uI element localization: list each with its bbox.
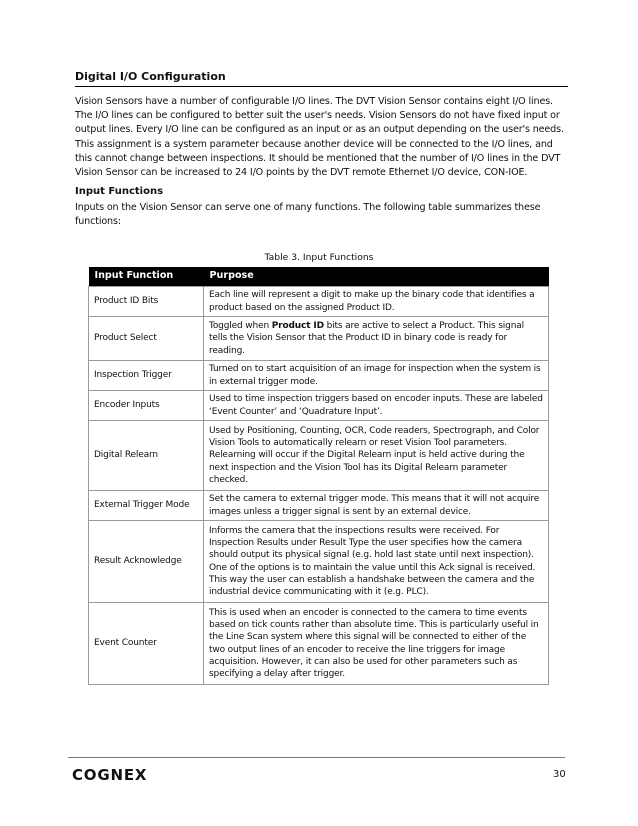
function-cell: Inspection Trigger: [89, 361, 204, 391]
function-cell: Product ID Bits: [89, 287, 204, 317]
input-functions-table: [88, 267, 549, 685]
table-caption: Table 3. Input Functions: [264, 252, 374, 263]
table-row: [89, 361, 549, 391]
header-input-function: Input Function: [89, 267, 204, 287]
purpose-cell: Used to time inspection triggers based on encoder inputs. These are labeled ‘Event Counter’ and ‘Quadrature Input’.: [204, 391, 549, 421]
footer-divider: [68, 757, 565, 758]
page-number: 30: [553, 769, 566, 780]
table-row: [89, 603, 549, 685]
cognex-logo: COGNEX: [72, 766, 148, 784]
purpose-cell: Each line will represent a digit to make up the binary code that identifies a product based on the assigned Product ID.: [204, 287, 549, 317]
purpose-text: bits are active to select a Product. This signal tells the Vision Sensor that the Product ID in binary code is ready for reading.: [209, 321, 524, 356]
table-row: [89, 521, 549, 603]
function-cell: Encoder Inputs: [89, 391, 204, 421]
table-row: [89, 391, 549, 421]
io-description-paragraph: Vision Sensors have a number of configurable I/O lines. The DVT Vision Sensor contains eight I/O lines. The I/O lines can be configured to better suit the user's needs. Vision Sensors do not have fixed input or output lines. Every I/O line can be configured as an input or as an output depending on the user's needs. This assignment is a system parameter because another device will be connected to the I/O lines, and this cannot change between inspections. It should be mentioned that the number of I/O lines in the DVT Vision Sensor can be increased to 24 I/O points by the DVT remote Ethernet I/O device, CON-IOE.: [75, 96, 564, 179]
input-functions-intro: Inputs on the Vision Sensor can serve one of many functions. The following table summarizes these functions:: [75, 202, 541, 228]
purpose-cell: Turned on to start acquisition of an image for inspection when the system is in external trigger mode.: [204, 361, 549, 391]
purpose-cell: This is used when an encoder is connected to the camera to time events based on tick counts rather than absolute time. This is particularly useful in the Line Scan system where this signal will be connected to either of the two output lines of an encoder to receive the line triggers for image acquisition. However, it can also be used for other parameters such as specifying a delay after trigger.: [204, 603, 549, 685]
table-row: [89, 421, 549, 491]
input-functions-heading: Input Functions: [75, 186, 164, 197]
purpose-cell: Set the camera to external trigger mode. This means that it will not acquire images unless a trigger signal is sent by an external device.: [204, 491, 549, 521]
purpose-emphasis: Product ID: [271, 321, 324, 332]
function-cell: Product Select: [89, 317, 204, 361]
table-row: [89, 287, 549, 317]
section-title: Digital I/O Configuration: [75, 70, 568, 87]
purpose-cell: Informs the camera that the inspections results were received. For Inspection Results under Result Type the user specifies how the camera should output its physical signal (e.g. hold last state until next inspection). One of the options is to maintain the value until this Ack signal is received. This way the user can establish a handshake between the camera and the industrial device communicating with it (e.g. PLC).: [204, 521, 549, 603]
purpose-cell: [204, 317, 549, 361]
purpose-cell: Used by Positioning, Counting, OCR, Code readers, Spectrograph, and Color Vision Tools to automatically relearn or reset Vision Tool parameters. Relearning will occur if the Digital Relearn input is held active during the next inspection and the Vision Tool has its Digital Relearn parameter checked.: [204, 421, 549, 491]
table-row: [89, 491, 549, 521]
header-purpose: Purpose: [204, 267, 549, 287]
purpose-text: Toggled when: [209, 321, 272, 332]
table-header-row: [89, 267, 549, 287]
table-row: [89, 317, 549, 361]
function-cell: Digital Relearn: [89, 421, 204, 491]
function-cell: Result Acknowledge: [89, 521, 204, 603]
function-cell: Event Counter: [89, 603, 204, 685]
function-cell: External Trigger Mode: [89, 491, 204, 521]
